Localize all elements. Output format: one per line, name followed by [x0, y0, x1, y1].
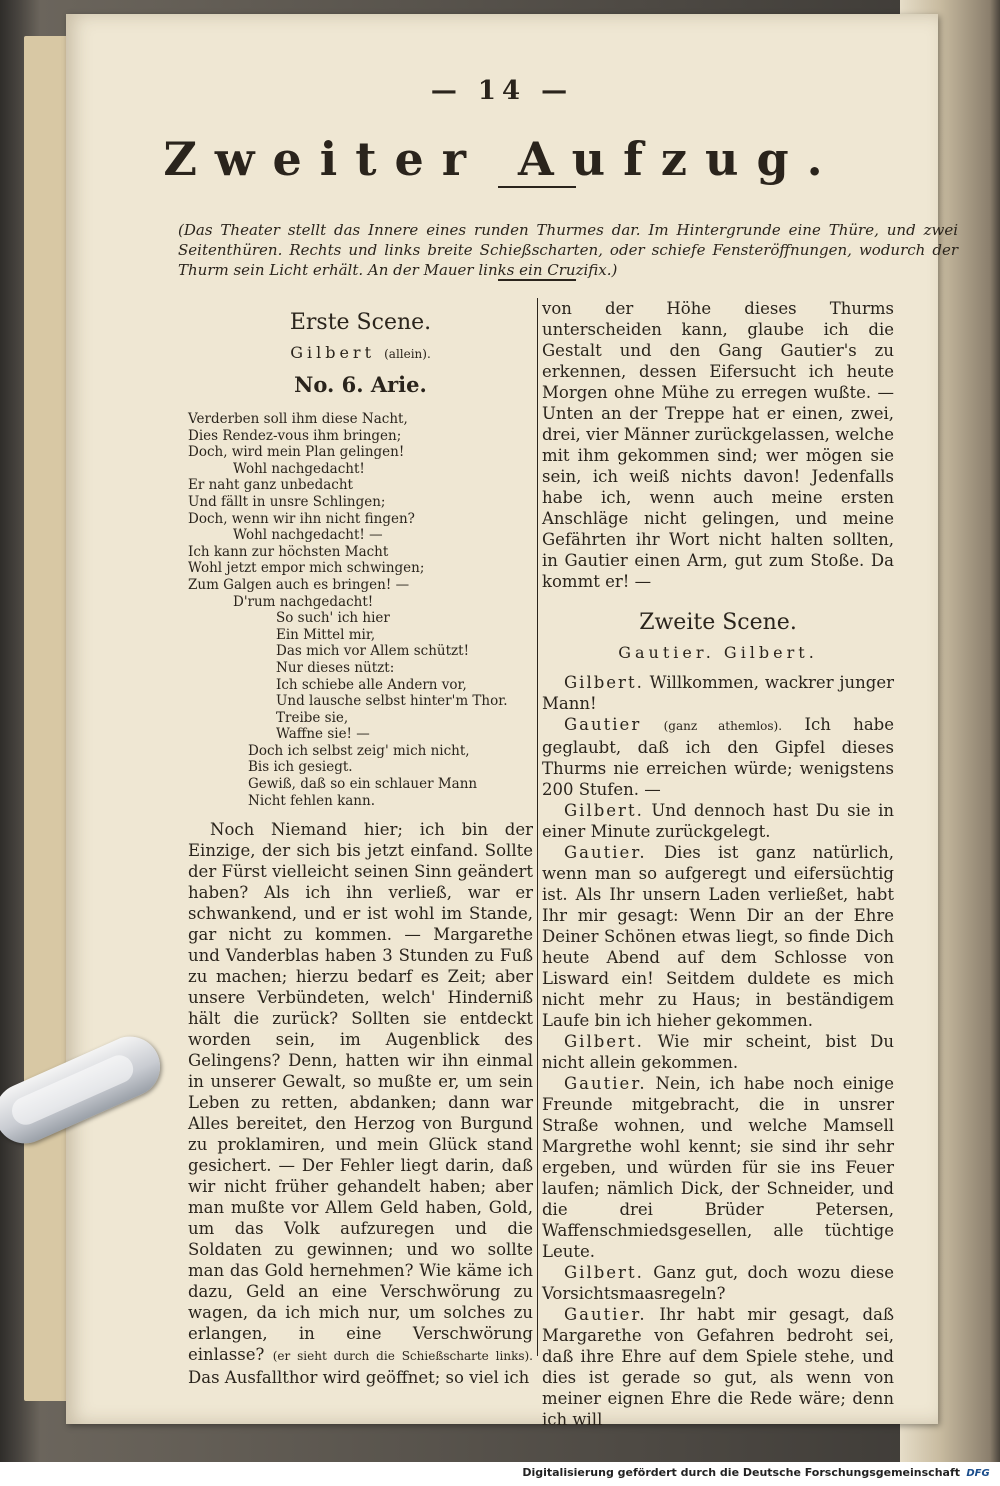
- scene-one-persons-note: (allein).: [384, 347, 431, 361]
- speaker-name: Gilbert.: [564, 1032, 644, 1051]
- dialogue-text: Ich habe geglaubt, daß ich den Gipfel dieses Thurms nie erreichen würde; wenigstens 200 Stufen. —: [542, 715, 894, 799]
- verse-line: D'rum nachgedacht!: [233, 593, 374, 610]
- verse-line: Wohl jetzt empor mich schwingen;: [188, 560, 425, 577]
- monologue-body: Noch Niemand hier; ich bin der Einzige, der sich bis jetzt einfand. Sollte der Fürst vielleicht seinen Sinn geändert haben? Als ich ihn verließ, war er schwankend, und er ist wohl im Stande, gar nicht zu kommen. — Margarethe und Vanderblas haben 3 Stunden zu Fuß zu machen; hierzu bedarf es Zeit; aber unsere Verbündeten, welch' Hinderniß hält die zurück? Sollten sie entdeckt worden sein, im Augenblick des Gelingens? Denn, hatten wir ihn einmal in unserer Gewalt, so mußte er, um sein Leben zu retten, abdanken; dann war Alles bereitet, den Herzog von Burgund zu proklamiren, und mein Glück stand gesichert. — Der Fehler liegt darin, daß wir nicht früher gehandelt haben; aber man mußte vor Allem Geld haben, Gold, um das Volk aufzuregen und die Soldaten zu gewinnen; und wo sollte man das Gold hernehmen? Wie käme ich dazu, Geld an eine Verschwörung zu wagen, da ich mich nur, um solches zu erlangen, in eine Verschwörung einlasse?: [188, 820, 533, 1365]
- dialogue-line: [542, 1031, 894, 1073]
- dialogue-line: [542, 672, 894, 714]
- dialogue-line: [542, 842, 894, 1031]
- verse-line: Zum Galgen auch es bringen! —: [188, 576, 410, 593]
- speaker-name: Gilbert.: [564, 1263, 644, 1282]
- verse-line: Treibe sie,: [276, 709, 349, 726]
- verse-line: Ich schiebe alle Andern vor,: [276, 676, 467, 693]
- verse-line: Waffne sie! —: [276, 726, 370, 743]
- verse-line: Das mich vor Allem schützt!: [276, 643, 469, 660]
- dialogue-text: Nein, ich habe noch einige Freunde mitgebracht, die in unsrer Straße wohnen, und welche Mamsell Margrethe wohl kennt; sie sind ihr sehr ergeben, und würden für sie ins Feuer laufen; nämlich Dick, der Schneider, und die drei Brüder Petersen, Waffenschmiedsgesellen, alle tüchtige Leute.: [542, 1074, 894, 1261]
- speaker-name: Gautier.: [564, 1305, 647, 1324]
- scene-one-persons: [188, 343, 533, 362]
- monologue-tail: Das Ausfallthor wird geöffnet; so viel ich: [188, 1368, 530, 1388]
- monologue-text: [188, 819, 533, 1388]
- verse-line: Und lausche selbst hinter'm Thor.: [276, 693, 508, 710]
- footer-credit: Digitalisierung gefördert durch die Deutsche Forschungsgemeinschaft: [522, 1466, 960, 1479]
- stage-direction-rule: [498, 279, 576, 281]
- verse-line: Doch, wird mein Plan gelingen!: [188, 444, 405, 461]
- column-divider: [537, 298, 538, 1356]
- verse-line: Doch ich selbst zeig' mich nicht,: [248, 742, 470, 759]
- speaker-name: Gautier.: [564, 843, 647, 862]
- dialogue-text: Wie mir scheint, bist Du nicht allein gekommen.: [542, 1032, 894, 1072]
- dialogue-line: [542, 1073, 894, 1262]
- verse-line: Gewiß, daß so ein schlauer Mann: [248, 776, 478, 793]
- left-column: [188, 300, 533, 1388]
- aria-verse: [188, 411, 533, 809]
- dialogue-text: Ganz gut, doch wozu diese Vorsichtsmaasregeln?: [542, 1263, 894, 1303]
- dialogue: [542, 672, 894, 1430]
- verse-line: Dies Rendez-vous ihm bringen;: [188, 427, 402, 444]
- speaker-name: Gautier: [564, 715, 642, 734]
- verse-line: Nicht fehlen kann.: [248, 792, 375, 809]
- verse-line: Wohl nachgedacht! —: [233, 527, 383, 544]
- monologue-continuation: [542, 298, 894, 592]
- speaker-name: Gilbert.: [564, 673, 644, 692]
- scene-two-title: Zweite Scene.: [639, 610, 797, 635]
- verse-line: Verderben soll ihm diese Nacht,: [188, 411, 408, 427]
- verse-line: Und fällt in unsre Schlingen;: [188, 493, 386, 510]
- monologue-paragraph: [188, 819, 533, 1388]
- dialogue-line: [542, 714, 894, 800]
- speaker-name: Gilbert.: [564, 801, 644, 820]
- dialogue-text: Dies ist ganz natürlich, wenn man so aufgeregt und eifersüchtig ist. Als Ihr unsern Laden verließet, habt Ihr mir gesagt: Wenn Dir an der Ehre Deiner Schönen etwas liegt, so finde Dich heute Abend auf dem Schlosse von Lisward ein! Seitdem duldete es mich nicht mehr zu Haus; in beständigem Laufe bin ich hieher gekommen.: [542, 843, 894, 1030]
- dialogue-line: [542, 1304, 894, 1430]
- aria-heading: No. 6. Arie.: [294, 372, 427, 397]
- page-number: — 14 —: [430, 76, 574, 106]
- title-rule: [498, 186, 576, 188]
- dfg-logo: DFG: [964, 1466, 992, 1481]
- stage-direction: (Das Theater stellt das Innere eines runden Thurmes dar. Im Hintergrunde eine Thüre, und zwei Seitenthüren. Rechts und links breite Schießscharten, oder schiefe Fensteröffnungen, wodurch der Thurm sein Licht erhält. An der Mauer links ein Cruzifix.): [178, 221, 958, 279]
- scene-two-persons: Gautier. Gilbert.: [618, 643, 818, 662]
- monologue-continuation-paragraph: von der Höhe dieses Thurms unterscheiden kann, glaube ich die Gestalt und den Gang Gautier's zu erkennen, dessen Eifersucht ich heute Morgen ohne Mühe zu erregen wußte. — Unten an der Treppe hat er einen, zwei, drei, vier Männer zurückgelassen, welche mit ihm gekommen sind; wer mögen sie sein, ich weiß nichts davon! Jedenfalls habe ich, wenn auch meine ersten Anschläge nicht gelingen, und meine Gefährten ihr Wort nicht halten sollten, in Gautier einen Arm, gut zum Stoße. Da kommt er! —: [542, 299, 894, 591]
- speaker-note: (ganz athemlos).: [663, 719, 783, 733]
- dialogue-line: [542, 800, 894, 842]
- scene-one-title: Erste Scene.: [289, 310, 432, 335]
- act-title: Zweiter Aufzug.: [163, 132, 841, 186]
- monologue-stage-direction: (er sieht durch die Schießscharte links).: [272, 1349, 533, 1364]
- verse-line: Ein Mittel mir,: [276, 626, 376, 643]
- verse-line: Nur dieses nützt:: [276, 659, 395, 676]
- dialogue-text: Willkommen, wackrer junger Mann!: [542, 673, 894, 713]
- verse-line: Bis ich gesiegt.: [248, 759, 353, 776]
- footer-bar: [0, 1462, 1000, 1486]
- dialogue-text: Ihr habt mir gesagt, daß Margarethe von Gefahren bedroht sei, daß ihre Ehre auf dem Spiele stehe, und dies ist gerade so gut, als wenn von meiner eignen Ehre die Rede wäre; denn ich will: [542, 1305, 894, 1429]
- verse-line: Er naht ganz unbedacht: [188, 477, 353, 494]
- scene-one-character: Gilbert: [290, 343, 376, 362]
- dialogue-line: [542, 1262, 894, 1304]
- verse-line: So such' ich hier: [276, 610, 390, 627]
- verse-line: Doch, wenn wir ihn nicht fingen?: [188, 510, 415, 527]
- right-column: [542, 298, 894, 1430]
- verse-line: Wohl nachgedacht!: [233, 460, 365, 477]
- speaker-name: Gautier.: [564, 1074, 647, 1093]
- verse-line: Ich kann zur höchsten Macht: [188, 543, 389, 560]
- dialogue-text: Und dennoch hast Du sie in einer Minute zurückgelegt.: [542, 801, 894, 841]
